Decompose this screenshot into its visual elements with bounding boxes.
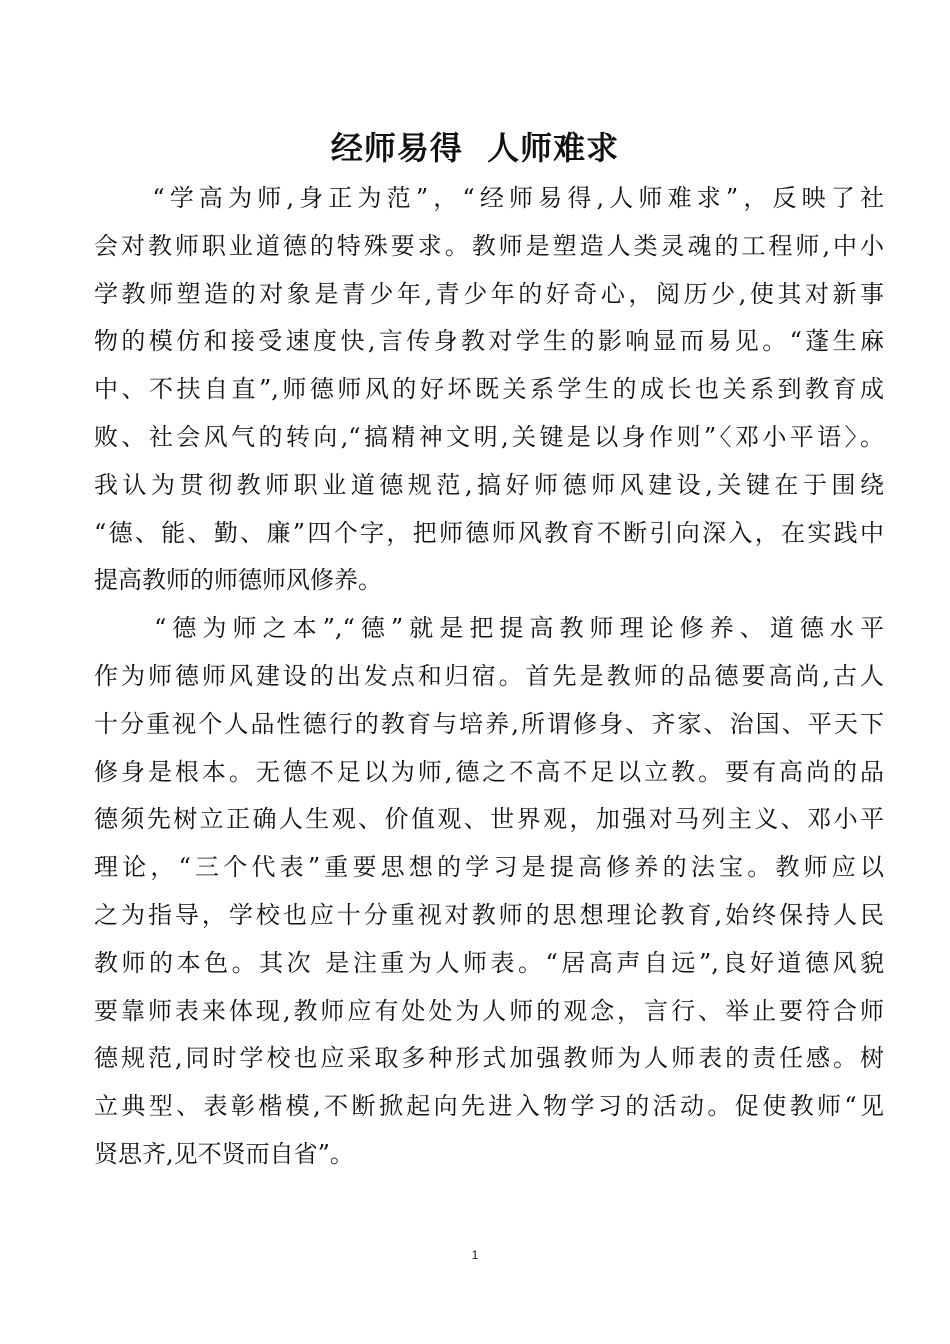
paragraph-2 [94, 605, 884, 1179]
document-body [94, 175, 884, 1179]
text-line: 作为师德师风建设的出发点和归宿。首先是教师的品德要高尚,古人 [94, 661, 884, 690]
document-title: 经师易得 人师难求 [330, 129, 620, 167]
text-line: 学教师塑造的对象是青少年,青少年的好奇心，阅历少,使其对新事 [94, 279, 884, 308]
text-line: 理论，“三个代表”重要思想的学习是提高修养的法宝。教师应以 [94, 853, 884, 882]
text-line: 物的模仿和接受速度快,言传身教对学生的影响显而易见。“蓬生麻 [94, 327, 884, 356]
text-line: 十分重视个人品性德行的教育与培养,所谓修身、齐家、治国、平天下 [94, 709, 884, 738]
text-line: 德规范,同时学校也应采取多种形式加强教师为人师表的责任感。树 [94, 1044, 884, 1073]
text-line: 贤思齐,见不贤而自省”。 [94, 1139, 354, 1168]
text-line: 败、社会风气的转向,“搞精神文明,关键是以身作则”〈邓小平语〉。 [94, 422, 884, 451]
text-line: 要靠师表来体现,教师应有处处为人师的观念，言行、举止要符合师 [94, 996, 884, 1025]
text-line: “德、能、勤、廉”四个字，把师德师风教育不断引向深入，在实践中 [94, 518, 884, 547]
text-line: 我认为贯彻教师职业道德规范,搞好师德师风建设,关键在于围绕 [94, 470, 884, 499]
text-line: 之为指导，学校也应十分重视对教师的思想理论教育,始终保持人民 [94, 900, 884, 929]
text-line: 教师的本色。其次 是注重为人师表。“居高声自远”,良好道德风貌 [94, 948, 884, 977]
paragraph-1 [94, 175, 884, 605]
text-line: “学高为师,身正为范”，“经师易得,人师难求”，反映了社 [94, 184, 884, 212]
text-line: 提高教师的师德师风修养。 [94, 566, 382, 595]
text-line: 中、不扶自直”,师德师风的好坏既关系学生的成长也关系到教育成 [94, 375, 884, 404]
text-line: 修身是根本。无德不足以为师,德之不高不足以立教。要有高尚的品 [94, 757, 884, 786]
text-line: 立典型、表彰楷模,不断掀起向先进入物学习的活动。促使教师“见 [94, 1092, 884, 1121]
text-line: “德为师之本”,“德”就是把提高教师理论修养、道德水平 [94, 614, 884, 643]
text-line: 德须先树立正确人生观、价值观、世界观，加强对马列主义、邓小平 [94, 805, 884, 834]
text-line: 会对教师职业道德的特殊要求。教师是塑造人类灵魂的工程师,中小 [94, 231, 884, 260]
page-number: 1 [471, 1248, 479, 1262]
